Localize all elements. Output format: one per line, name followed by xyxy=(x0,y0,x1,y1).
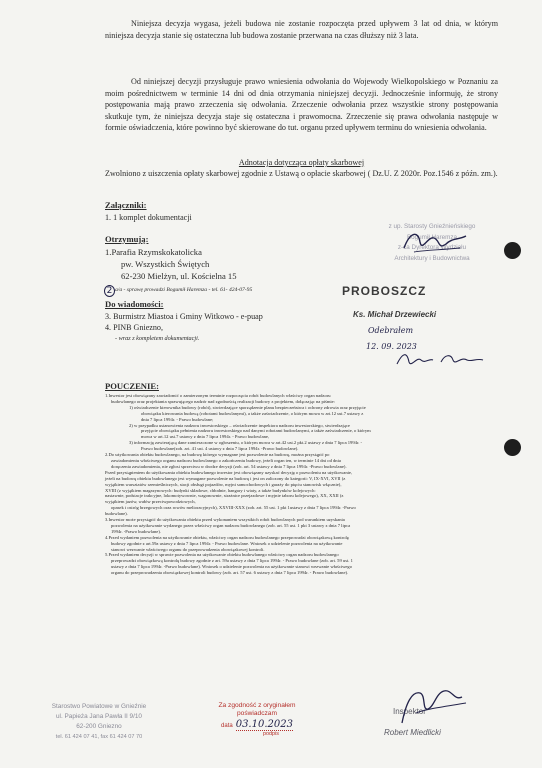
official-signature xyxy=(400,226,470,258)
copy-stamp-line-2: poświadczam xyxy=(237,710,277,717)
parish-signature xyxy=(395,348,485,370)
copy-stamp-sign-label: podpis xyxy=(263,731,279,737)
inspector-name: Robert Miedlicki xyxy=(384,728,441,737)
office-stamp-line-2: ul. Papieża Jana Pawła II 9/10 xyxy=(56,713,142,720)
notice-line: 4.Przed wydaniem pozwolenia na użytkowanie obiektu, właściwy organ nadzoru budowlanego przeprowadzi obowiązkową kontrolę xyxy=(105,534,349,540)
office-stamp-line-4: tel. 61 424 07 41, fax 61 424 07 70 xyxy=(55,734,143,740)
notice-line: dnia 7 lipca 1994r. - Prawo budowlane; xyxy=(141,416,214,422)
official-stamp-line-4: Architektury i Budownictwa xyxy=(394,254,470,262)
notice-line: 1) oświadczenie kierownika budowy (robót), stwierdzające sporządzenie planu bezpieczeństwa i ochrony zdrowia oraz przyjęcie xyxy=(129,404,366,410)
notice-heading: POUCZENIE: xyxy=(105,381,159,391)
notice-line: 3) informację zawierającą dane zamieszczone w ogłoszeniu, o którym mowa w art.42 ust.2 pkt.2 ustawy z dnia 7 lipca 1994r. - xyxy=(129,440,363,446)
notice-line: opasek i ostróg brzegowych oraz rowów melioracyjnych), XXVIII-XXX (zob. art. 55 ust. 1 pkt 1ustawy z dnia 7 lipca 1994r. -Prawo xyxy=(111,505,356,511)
parish-date: 12. 09. 2023 xyxy=(366,342,417,351)
notice-line: stanowi wezwanie właściwego organu do przeprowadzenia obowiązkowej kontroli. xyxy=(111,546,265,552)
recipient-line-4: a/a - sprawę prowadzi Bogumił Haremza - tel. 61- 424-07-95 xyxy=(115,287,253,293)
recipient-line-4-number: 2 xyxy=(104,285,115,297)
notice-body xyxy=(105,393,505,576)
notice-line: budowlanego oraz projektanta sprawującego nadzór nad zgodnością realizacji budowy z projektem, dołączając na piśmie: xyxy=(111,398,335,404)
attachments-heading: Załączniki: xyxy=(105,200,147,210)
parish-title: PROBOSZCZ xyxy=(342,284,427,298)
notice-line: wyjątkiem jazów, wałów przeciwpowodziowych, xyxy=(105,499,196,505)
info-item-3: 3. Burmistrz Miastoa i Gminy Witkowo - e-puap xyxy=(105,312,263,321)
appeal-paragraph: Od niniejszej decyzji przysługuje prawo wniesienia odwołania do Wojewody Wielkopolskiego w Poznaniu za moim pośrednictwem w terminie 14 dni od dnia otrzymania niniejszej decyzji. Jednocześnie informuję, że strony postępowania mają prawo zrzeczenia się odwołania. Zrzeczenie odwołania przez wszystkie strony postępowania skutkuje tym, że niniejsza decyzja staje się ostateczna i prawomocna. Zrzeczenie się prawa odwołania następuje w formie oświadczenia, które powinno być skierowane do tut. organu przed upływem terminu do wniesienia odwołania. xyxy=(105,77,498,133)
notice-line: 2.Do użytkowania obiektu budowlanego, na budowę którego wymagane jest pozwolenie na budowę, można przystąpić po xyxy=(105,452,330,458)
official-stamp-line-2: Bogumił Haremza xyxy=(406,233,458,241)
copy-stamp-date: 03.10.2023 xyxy=(235,719,293,730)
punch-hole-bottom xyxy=(504,439,521,456)
notice-line: ustawy z dnia 7 lipca 1994r. -Prawo budowlane). Wniosek o udzielenie pozwolenia na użytkowanie stanowi wezwanie właściwego xyxy=(111,564,353,570)
notice-line: pozwolenia na użytkowanie wydanego przez właściwy organ nadzoru budowlanego (zob. art. 55 ust. 1 pkt 3 ustawy z dnia 7 lipca xyxy=(111,522,351,528)
notice-line: jeżeli na budowę obiektu budowlanego jest wymagane pozwolenie na budowę i jest on zaliczony do kategorii: V, IX-XVI, XVII (z xyxy=(105,475,346,481)
notice-line: Przed przystąpieniem do użytkowania obiektu budowlanego inwestor jest obowiązany uzyskać decyzję o pozwoleniu na użytkowanie, xyxy=(105,469,353,475)
parish-received: Odebrałem xyxy=(368,326,414,335)
inspector-signature xyxy=(392,683,472,731)
expiry-paragraph: Niniejsza decyzja wygasa, jeżeli budowa nie zostanie rozpoczęta przed upływem 3 lat od dnia, w którym niniejsza decyzja stanie się ostateczna lub budowa zostanie przerwana na czas dłuższy niż 3 lata. xyxy=(105,19,498,40)
parish-name: Ks. Michał Drzewiecki xyxy=(353,310,437,319)
punch-hole-top xyxy=(504,242,521,259)
notice-line: budowy zgodnie z art.59a ustawy z dnia 7 lipca 1994r. - Prawo budowlane. Wniosek o udzielenie pozwolenia na użytkowanie xyxy=(111,540,343,546)
inspector-title: Inspektor xyxy=(393,707,426,716)
notice-line: przyjęcie obowiązku pełnienia nadzoru inwestorskiego nad danymi robotami budowlanymi, a także zaświadczenie, o którym xyxy=(141,428,371,434)
fee-text: Zwolniono z uiszczenia opłaty skarbowej zgodnie z Ustawą o opłacie skarbowej ( Dz.U. Z 2020r. Poz.1546 z późn. zm.). xyxy=(105,169,498,178)
recipient-line-1: 1.Parafia Rzymskokatolicka xyxy=(105,247,202,257)
notice-line: budowlane). xyxy=(105,511,128,517)
notice-line: 1994r. -Prawo budowlane). xyxy=(111,528,162,534)
official-stamp-line-1: z up. Starosty Gnieźnieńskiego xyxy=(388,223,476,230)
copy-stamp-date-label: data xyxy=(221,723,233,729)
attachments-item: 1. 1 komplet dokumentacji xyxy=(105,213,192,222)
recipient-line-3: 62-230 Mielżyn, ul. Kościelna 15 xyxy=(121,271,237,281)
office-stamp-line-1: Starostwo Powiatowe w Gnieźnie xyxy=(51,703,147,710)
notice-line: przeprowadzi obowiązkową kontrolę budowy zgodnie z art. 59a ustawy z dnia 7 lipca 1994r. - Prawo budowlane (zob. art. 59 ust. 1 xyxy=(111,558,353,564)
notice-line: wyjątkiem warsztatów rzemieślniczych, stacji obsługi pojazdów, myjni samochodowych i garaży do pięciu stanowisk włącznie), xyxy=(105,481,342,487)
copy-stamp-line-1: Za zgodność z oryginałem xyxy=(218,702,296,709)
notice-line: 1.Inwestor jest obowiązany zawiadomić o zamierzonym terminie rozpoczęcia robót budowlanych właściwy organ nadzoru xyxy=(105,393,331,398)
copy-stamp-date-row xyxy=(201,719,313,731)
official-stamp-line-3: z-ca Dyrektora Wydziału xyxy=(397,244,467,251)
copy-stamp xyxy=(201,702,313,737)
notice-line: zawiadomieniu właściwego organu nadzoru budowlanego o zakończeniu budowy, jeżeli organ ten, w terminie 14 dni od dnia xyxy=(111,457,341,463)
office-stamp-line-3: 62-200 Gniezno xyxy=(76,723,122,730)
notice-line: Prawo budowlane(zob. art. 41 ust. 4 ustawy z dnia 7 lipca 1994r. -Prawo budowlane). xyxy=(141,446,299,452)
notice-line: organu do przeprowadzenia obowiązkowej kontroli budowy (zob. art. 57 ust. 6 ustawy z dnia 7 lipca 1994r. - Prawo budowlane). xyxy=(111,570,349,576)
recipient-line-2: pw. Wszystkich Świętych xyxy=(121,259,210,269)
notice-line: obowiązku kierowania budową (robotami budowlanymi), a także zaświadczenie, o którym mowa w art.12 ust.7 ustawy z xyxy=(141,410,364,416)
notice-line: mowa w art.12 ust.7 ustawy z dnia 7 lipca 1994r. - Prawo budowlane, xyxy=(141,434,270,440)
notice-line: 5.Przed wydaniem decyzji w sprawie pozwolenia na użytkowanie obiektu budowlanego właściwy organ nadzoru budowlanego xyxy=(105,552,339,558)
info-item-4: 4. PINB Gniezno, xyxy=(105,323,163,332)
office-stamp xyxy=(38,702,160,742)
fee-heading: Adnotacja dotycząca opłaty skarbowej xyxy=(238,158,365,167)
notice-line: nastawnie, podstacje trakcyjne, lokomotywownie, wagonownie, strażnice przejazdowe i myjnie taboru kolejowego), XX, XXII (z xyxy=(105,493,344,499)
notice-line: XVIII (z wyjątkiem magazynowych: budynki składowe, chłodnie, hangary i wiaty, a także budynków kolejowych: xyxy=(105,487,316,493)
info-heading: Do wiadomości: xyxy=(105,299,164,309)
notice-line: 2) w przypadku ustanowienia nadzoru inwestorskiego – oświadczenie inspektora nadzoru inwestorskiego, stwierdzające xyxy=(129,422,350,428)
notice-line: doręczenia zawiadomienia, nie zgłosi sprzeciwu w drodze decyzji (zob. art. 54 ustawy z dnia 7 lipca 1994r. -Prawo budowlane). xyxy=(111,463,347,469)
info-item-4-note: - wraz z kompletem dokumentacji. xyxy=(115,335,200,342)
notice-line: 3.Inwestor może przystąpić do użytkowania obiektu przed wykonaniem wszystkich robót budowlanych pod warunkiem uzyskania xyxy=(105,517,345,523)
recipients-heading: Otrzymują: xyxy=(105,234,149,244)
